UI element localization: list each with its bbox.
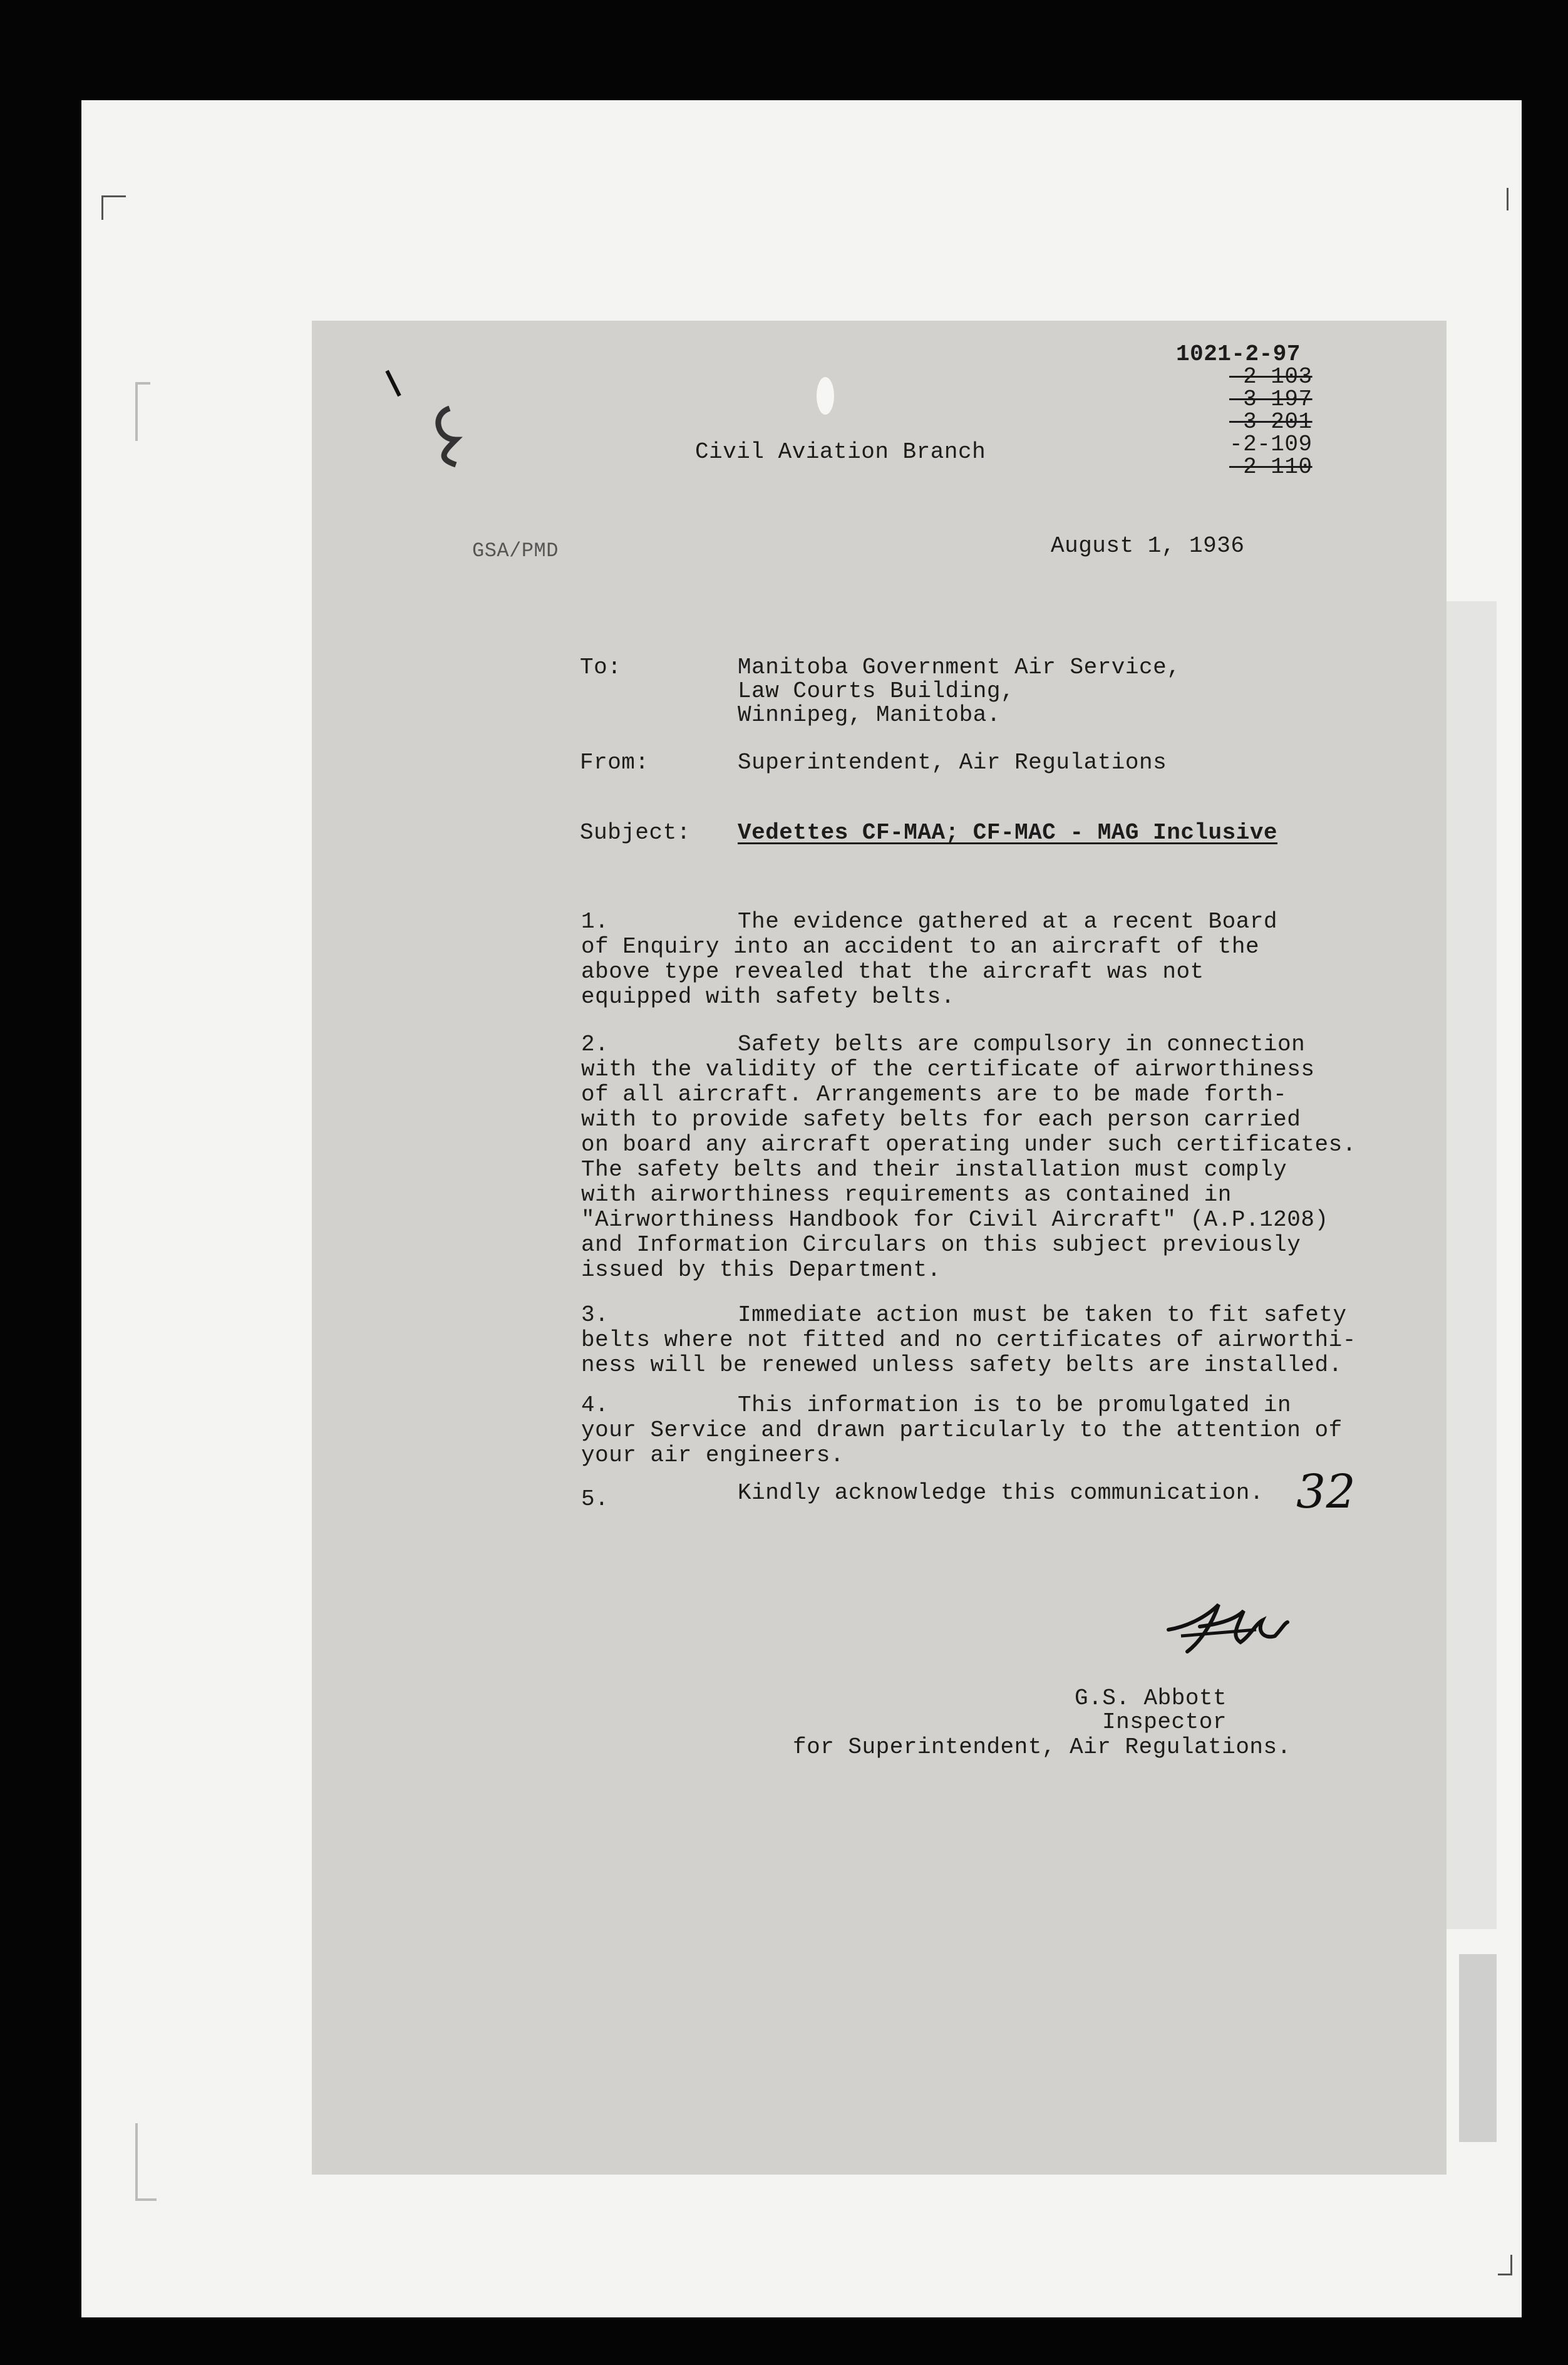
to-line: Winnipeg, Manitoba. [738, 702, 1001, 728]
paragraph-line: "Airworthiness Handbook for Civil Aircraft" (A.P.1208) [581, 1207, 1329, 1233]
to-line: Manitoba Government Air Service, [738, 655, 1181, 680]
file-number: -3-201 [1229, 409, 1313, 435]
paragraph-number: 4. [581, 1392, 609, 1418]
edge-tab-upper [1447, 601, 1497, 1929]
paragraph-line: Kindly acknowledge this communication. [738, 1480, 1264, 1506]
letter-date: August 1, 1936 [1051, 533, 1245, 559]
paragraph-4 [581, 1393, 1395, 1468]
paragraph-line: with the validity of the certificate of airworthiness [581, 1057, 1315, 1082]
paragraph-line: of all aircraft. Arrangements are to be made forth- [581, 1082, 1287, 1107]
paragraph-line: belts where not fitted and no certificates of airworthi- [581, 1327, 1356, 1353]
paragraph-line: ness will be renewed unless safety belts are installed. [581, 1352, 1343, 1378]
mount-corner-bottom-left [135, 2123, 157, 2201]
paragraph-number: 2. [581, 1032, 609, 1057]
handwritten-mark: 32 [1296, 1465, 1356, 1519]
paragraph-number: 3. [581, 1302, 609, 1328]
from-label: From: [580, 750, 649, 775]
paragraph-line: and Information Circulars on this subject previously [581, 1232, 1301, 1258]
paragraph-2 [581, 1032, 1395, 1283]
to-line: Law Courts Building, [738, 678, 1015, 704]
file-number-primary: 1021-2-97 [1176, 341, 1301, 367]
file-number: -2-103 [1229, 364, 1313, 390]
mount-corner-bottom-right [1498, 2255, 1512, 2275]
paragraph-line: This information is to be promulgated in [738, 1392, 1292, 1418]
mount-corner-top-right [1494, 188, 1509, 210]
paragraph-line: Immediate action must be taken to fit safety [738, 1302, 1347, 1328]
paragraph-line: your Service and drawn particularly to the attention of [581, 1417, 1343, 1443]
paragraph-number: 5. [581, 1486, 609, 1512]
file-number: -2-110 [1229, 454, 1313, 480]
paragraph-1 [581, 909, 1395, 1010]
paragraph-line: above type revealed that the aircraft was not [581, 959, 1204, 985]
from-value: Superintendent, Air Regulations [738, 750, 1167, 775]
paragraph-line: of Enquiry into an accident to an aircraft of the [581, 934, 1260, 960]
paragraph-line: with to provide safety belts for each person carried [581, 1107, 1301, 1132]
signer-title: Inspector [1102, 1709, 1227, 1735]
paragraph-line: issued by this Department. [581, 1257, 941, 1283]
signer-name: G.S. Abbott [1075, 1685, 1227, 1711]
mount-corner-mid-left [135, 382, 150, 441]
paragraph-number: 1. [581, 909, 609, 934]
paragraph-line: your air engineers. [581, 1442, 844, 1468]
paragraph-3 [581, 1303, 1395, 1378]
signer-for-line: for Superintendent, Air Regulations. [793, 1734, 1291, 1760]
ink-spot-icon [807, 371, 844, 421]
paragraph-line: Safety belts are compulsory in connection [738, 1032, 1306, 1057]
paragraph-line: The evidence gathered at a recent Board [738, 909, 1278, 934]
subject-label: Subject: [580, 820, 691, 846]
file-number: -2-109 [1229, 432, 1313, 457]
paragraph-5 [581, 1481, 1395, 1506]
file-number: -3-197 [1229, 386, 1313, 412]
mount-corner-top-left [101, 195, 126, 220]
paragraph-line: with airworthiness requirements as contained in [581, 1182, 1232, 1208]
paragraph-line: equipped with safety belts. [581, 984, 955, 1010]
pencil-mark-icon [374, 365, 475, 477]
paragraph-line: The safety belts and their installation must comply [581, 1157, 1287, 1182]
reference-code: GSA/PMD [472, 539, 559, 562]
letter-page [312, 321, 1447, 2175]
to-label: To: [580, 655, 622, 680]
subject-value: Vedettes CF-MAA; CF-MAC - MAG Inclusive [738, 820, 1278, 846]
edge-tab-lower [1459, 1954, 1497, 2142]
paragraph-line: on board any aircraft operating under such certificates. [581, 1132, 1356, 1157]
signature-initials-icon [1162, 1592, 1300, 1661]
branch-heading: Civil Aviation Branch [695, 439, 986, 465]
